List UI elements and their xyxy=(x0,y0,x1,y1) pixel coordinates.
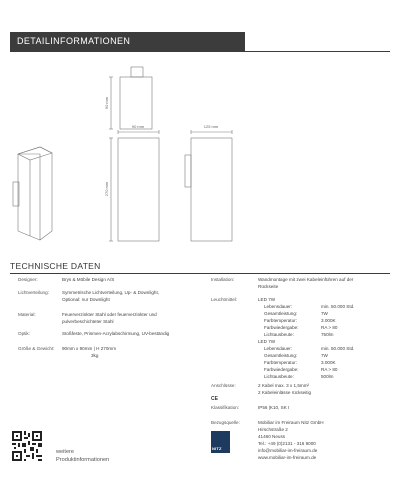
dim-label-depth: 125 mm xyxy=(203,124,219,129)
led-row-value: 3.000K xyxy=(321,360,336,365)
connections-value: 2 Kabeleinlässe rückseitig xyxy=(258,390,312,395)
source-website[interactable]: www.mobiliar-im-freiraum.de xyxy=(258,455,317,460)
led-row-key: Gesamtleistung: xyxy=(264,353,298,358)
size-weight-value: 3kg xyxy=(91,353,99,358)
installation-value: Wandmontage mit zwei Kabeleinführen auf der xyxy=(258,277,354,282)
divider xyxy=(10,273,390,274)
section-header-bar xyxy=(10,32,245,51)
size-weight-value: 90mm x 90mm | H 270mm xyxy=(62,346,117,351)
led-group-1-name: LED 7W xyxy=(258,297,276,302)
led-row-value: 7W xyxy=(321,311,328,316)
led-group-2-name: LED 7W xyxy=(258,339,276,344)
connections-value: 2 Kabel max. 3 x 1,5mm² xyxy=(258,383,310,388)
source-phone: Tel.: +49 (0)2131 - 316 9000 xyxy=(258,441,316,446)
section-header-title: DETAILINFORMATIONEN xyxy=(17,36,131,46)
size-weight-label: Größe & Gewicht: xyxy=(18,346,55,351)
led-row-value: min. 50.000 Std. xyxy=(321,346,355,351)
source-street: Hirschstraße 2 xyxy=(258,427,288,432)
front-view-outline xyxy=(118,138,159,241)
material-label: Material: xyxy=(18,312,36,317)
led-row-value: RA > 80 xyxy=(321,367,338,372)
top-view-bracket xyxy=(131,67,143,77)
led-row-value: RA > 80 xyxy=(321,325,338,330)
light-distribution-value: Optional: nur Downlight xyxy=(62,297,110,302)
designer-value: Brys & Möbile Design A/S xyxy=(62,277,115,282)
top-view-outline xyxy=(120,77,152,129)
side-view-outline xyxy=(191,138,232,241)
led-row-key: Lebensdauer: xyxy=(264,346,293,351)
divider xyxy=(10,51,390,52)
dim-label-height: 270 mm xyxy=(104,181,109,197)
connections-label: Anschlüsse: xyxy=(211,383,236,388)
qr-caption-line: weitere xyxy=(56,449,75,455)
led-row-key: Lichtausbeute: xyxy=(264,332,294,337)
led-row-value: 3.000K xyxy=(321,318,336,323)
ce-mark-icon: CE xyxy=(211,396,218,402)
nitz-logo-text: NITZ xyxy=(212,446,222,451)
led-row-value: min. 50.000 Std. xyxy=(321,304,355,309)
installation-value: Rückseite xyxy=(258,284,279,289)
led-row-key: Lichtausbeute: xyxy=(264,374,294,379)
led-row-key: Farbwiedergabe: xyxy=(264,325,299,330)
nitz-logo xyxy=(211,431,230,453)
source-company: Mobiliar im Freiraum Nitz GmbH xyxy=(258,420,324,425)
led-row-key: Farbwiedergabe: xyxy=(264,367,299,372)
led-row-key: Lebensdauer: xyxy=(264,304,293,309)
led-row-key: Farbtemperatur: xyxy=(264,360,297,365)
classification-label: Klassifikation: xyxy=(211,405,240,410)
led-row-key: Gesamtleistung: xyxy=(264,311,298,316)
material-value: Feuerverzinkter Stahl oder feuerverzinkter und xyxy=(62,312,157,317)
source-city: 41460 Neuss xyxy=(258,434,286,439)
dim-label-width: 90 mm xyxy=(131,124,145,129)
led-row-value: 7W xyxy=(321,353,328,358)
tech-data-title: TECHNISCHE DATEN xyxy=(10,261,101,271)
qr-code-icon[interactable] xyxy=(12,431,42,461)
light-source-label: Leuchtmittel: xyxy=(211,297,238,302)
optics-label: Optik: xyxy=(18,331,30,336)
led-row-value: 750lm xyxy=(321,332,334,337)
source-label: Bezugsquelle: xyxy=(211,420,240,425)
designer-label: Designer: xyxy=(18,277,38,282)
technical-drawings xyxy=(0,55,400,255)
light-distribution-value: Symmetrische Lichtverteilung, Up- & Downlight, xyxy=(62,290,160,295)
light-distribution-label: Lichtverteilung: xyxy=(18,290,49,295)
optics-value: Stoßfeste, Prismen-Acrylabschirmung, UV-beständig xyxy=(62,331,170,336)
led-row-value: 500lm xyxy=(321,374,334,379)
led-row-key: Farbtemperatur: xyxy=(264,318,297,323)
qr-caption xyxy=(56,448,109,464)
source-email[interactable]: info@mobiliar-im-freiraum.de xyxy=(258,448,318,453)
classification-value: IP56 |K10, SK I xyxy=(258,405,290,410)
dim-label-top: 90 mm xyxy=(104,96,109,110)
material-value: pulverbeschichteter Stahl xyxy=(62,319,114,324)
qr-caption-line: Produktinformationen xyxy=(56,457,110,463)
installation-label: Installation: xyxy=(211,277,235,282)
perspective-view xyxy=(18,147,52,240)
